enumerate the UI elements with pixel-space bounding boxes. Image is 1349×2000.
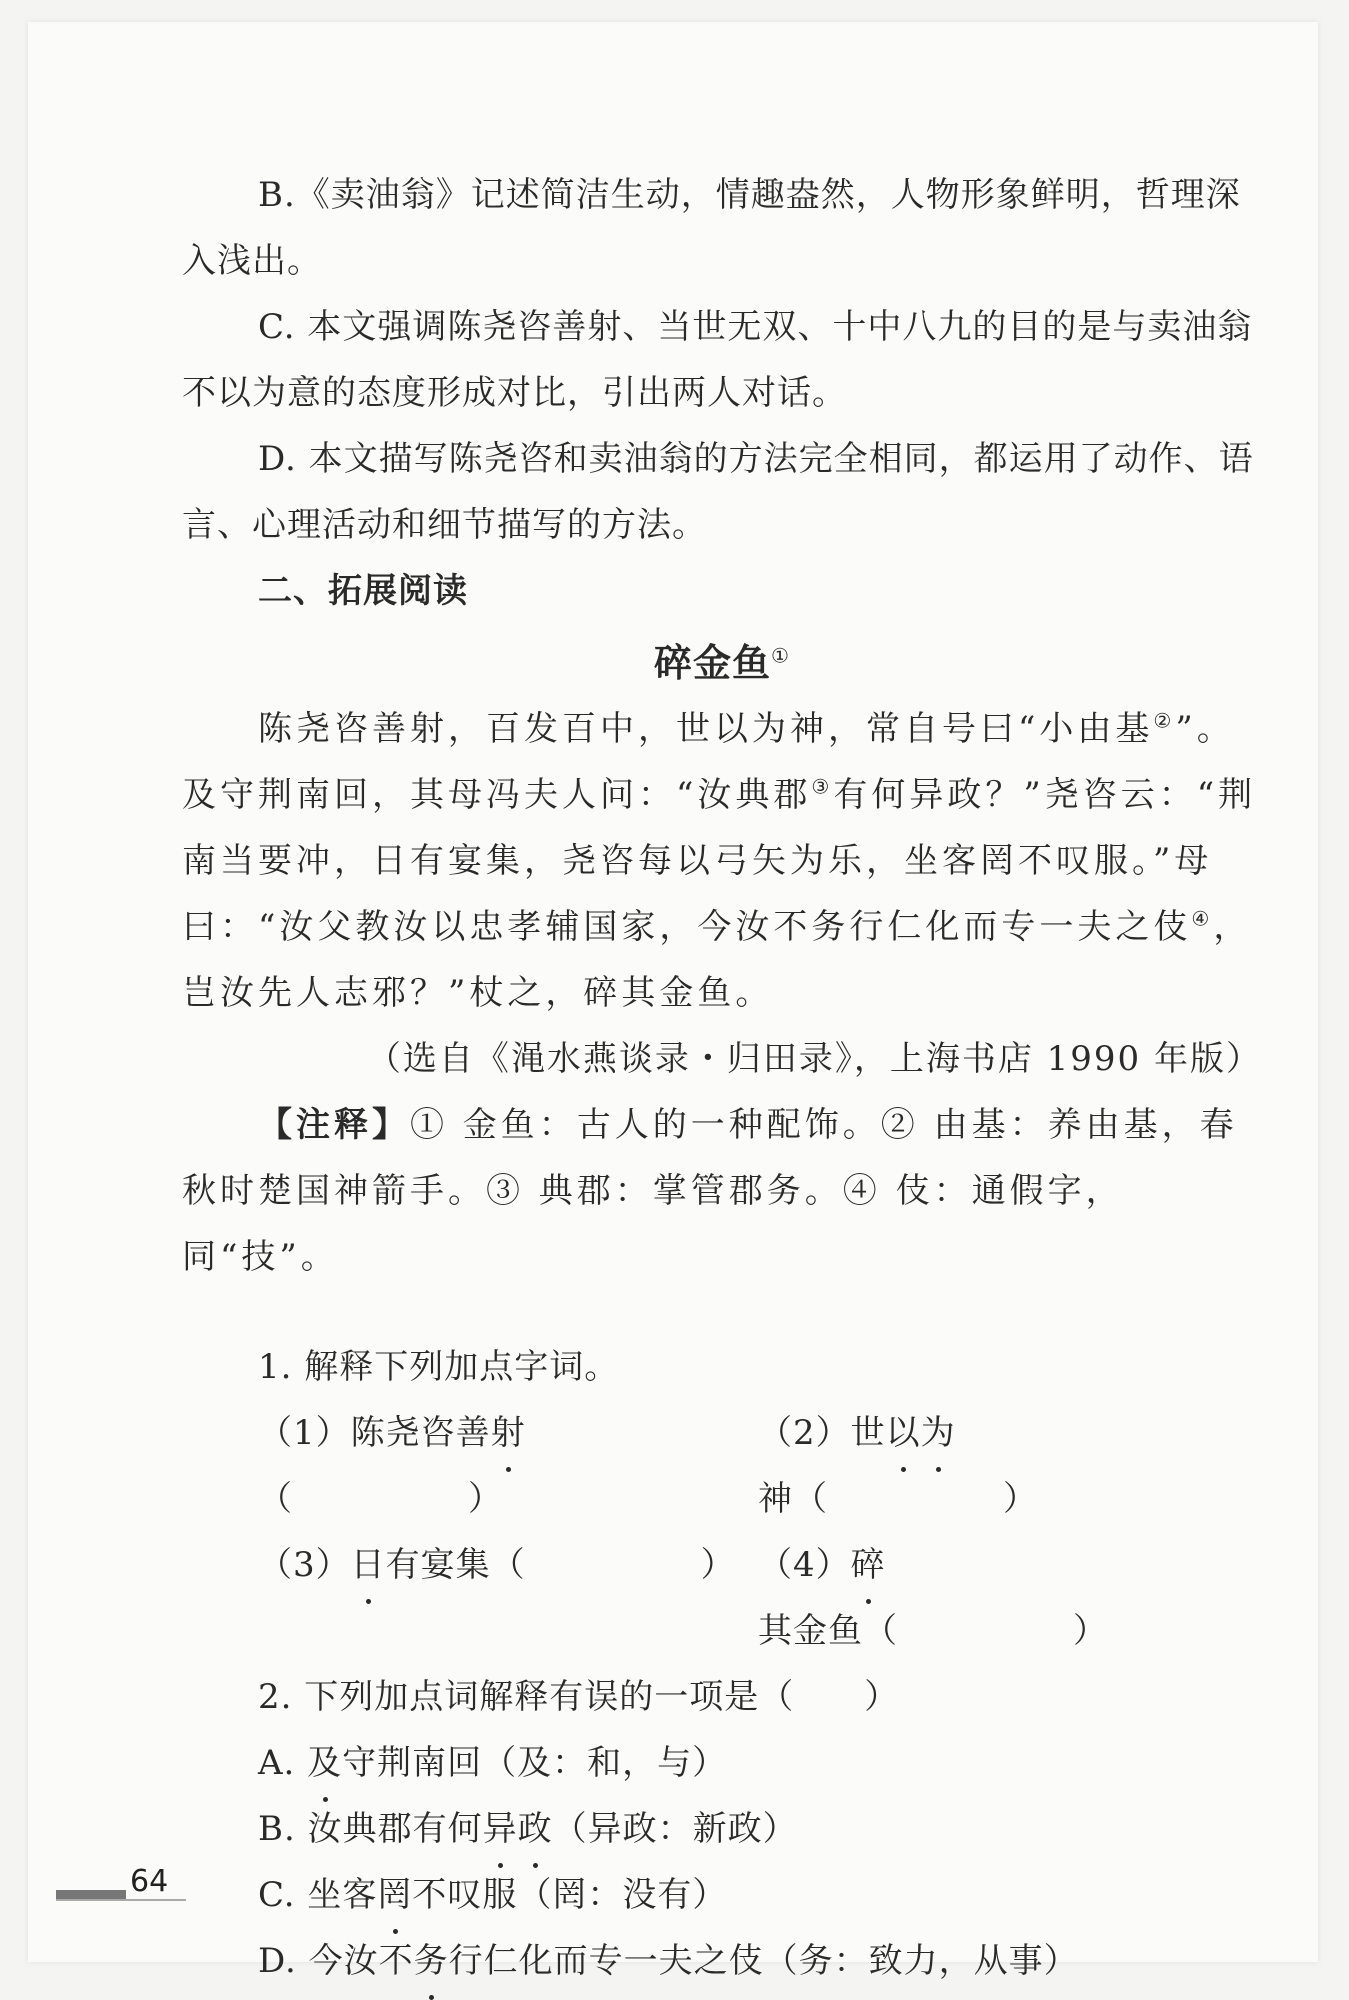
passage-title-text: 碎金鱼 [654, 641, 772, 685]
dotted-char: 罔 [377, 1862, 412, 1928]
option-text: A. [258, 1743, 308, 1783]
question-1-prompt: 1. 解释下列加点字词。 [258, 1347, 620, 1387]
footnote-marker-3: ③ [811, 774, 834, 799]
passage-title [182, 630, 1262, 696]
page-content [182, 162, 1262, 1994]
passage-body [182, 696, 1262, 1026]
footnote-marker-2: ② [1153, 708, 1176, 733]
option-text: 不叹服（罔：没有） [412, 1875, 728, 1915]
answer-blank[interactable]: （ ） [258, 1479, 503, 1519]
question-2-option-a[interactable] [182, 1730, 1262, 1796]
annotation-text: ① 金鱼：古人的一种配饰。② 由基：养由基，春秋时楚国神箭手。③ 典郡：掌管郡务。④ 伎：通假字，同“技”。 [182, 1105, 1238, 1277]
passage-source: （选自《渑水燕谈录・归田录》，上海书店 1990 年版） [366, 1039, 1262, 1079]
item-text: （2）世 [758, 1413, 886, 1453]
item-text: （3） [258, 1545, 351, 1585]
dotted-char: 异 [483, 1796, 518, 1862]
question-2-option-c[interactable] [182, 1862, 1262, 1928]
dotted-char: 为 [921, 1400, 956, 1466]
item-text: （1）陈尧咨善 [258, 1413, 491, 1453]
option-text: B. 汝典郡有何 [258, 1809, 483, 1849]
dotted-char: 及 [307, 1730, 342, 1796]
option-text: 行仁化而专一夫之伎（务：致力，从事） [448, 1941, 1079, 1981]
option-text: D. 今汝不 [258, 1941, 414, 1981]
dotted-char: 政 [518, 1796, 553, 1862]
option-text: （异政：新政） [552, 1809, 798, 1849]
passage-text-2: ”。及守荆南回，其母冯夫人问：“汝典郡 [182, 709, 1235, 815]
question-2-option-b[interactable] [182, 1796, 1262, 1862]
dotted-char: 务 [414, 1928, 449, 1994]
dotted-char: 以 [886, 1400, 921, 1466]
title-footnote-marker: ① [771, 643, 790, 668]
item-text: （4） [758, 1545, 851, 1585]
question-1-row-1 [182, 1400, 1262, 1532]
question-2-option-d[interactable] [182, 1928, 1262, 1994]
page-number: 64 [130, 1864, 169, 1899]
option-d-prev: D. 本文描写陈尧咨和卖油翁的方法完全相同，都运用了动作、语言、心理活动和细节描写的方法。 [182, 439, 1254, 545]
answer-blank[interactable]: 有宴集（ ） [385, 1545, 736, 1585]
question-1-item-1 [258, 1400, 758, 1532]
question-1-row-2 [182, 1532, 1262, 1664]
option-c-prev: C. 本文强调陈尧咨善射、当世无双、十中八九的目的是与卖油翁不以为意的态度形成对比，引出两人对话。 [182, 307, 1253, 413]
answer-blank[interactable]: 神（ ） [758, 1479, 1038, 1519]
option-text: C. 坐客 [258, 1875, 378, 1915]
dotted-char: 射 [491, 1400, 526, 1466]
question-1-item-2 [758, 1400, 1178, 1532]
question-2-prompt: 2. 下列加点词解释有误的一项是（ ） [258, 1677, 900, 1717]
section-heading: 二、拓展阅读 [258, 571, 468, 611]
annotation-label: 【注释】 [258, 1105, 410, 1145]
dotted-char: 日 [351, 1532, 386, 1598]
question-1-item-3 [258, 1532, 758, 1664]
passage-text-1: 陈尧咨善射，百发百中，世以为神，常自号曰“小由基 [258, 709, 1154, 749]
question-1-item-4 [758, 1532, 1178, 1664]
spacer [182, 1290, 1262, 1334]
footnote-marker-4: ④ [1191, 906, 1214, 931]
option-b-prev: B.《卖油翁》记述简洁生动，情趣盎然，人物形象鲜明，哲理深入浅出。 [182, 175, 1241, 281]
page [28, 22, 1318, 1981]
page-number-rule [56, 1899, 186, 1901]
option-text: 守荆南回（及：和，与） [342, 1743, 728, 1783]
annotation [182, 1092, 1262, 1290]
dotted-char: 碎 [851, 1532, 886, 1598]
passage-text-4: ，岂汝先人志邪？”杖之，碎其金鱼。 [182, 907, 1252, 1013]
answer-blank[interactable]: 其金鱼（ ） [758, 1611, 1108, 1651]
passage-text-3: 有何异政？”尧咨云：“荆南当要冲，日有宴集，尧咨每以弓矢为乐，坐客罔不叹服。”母曰：“汝父教汝以忠孝辅国家，今汝不务行仁化而专一夫之伎 [182, 775, 1257, 947]
